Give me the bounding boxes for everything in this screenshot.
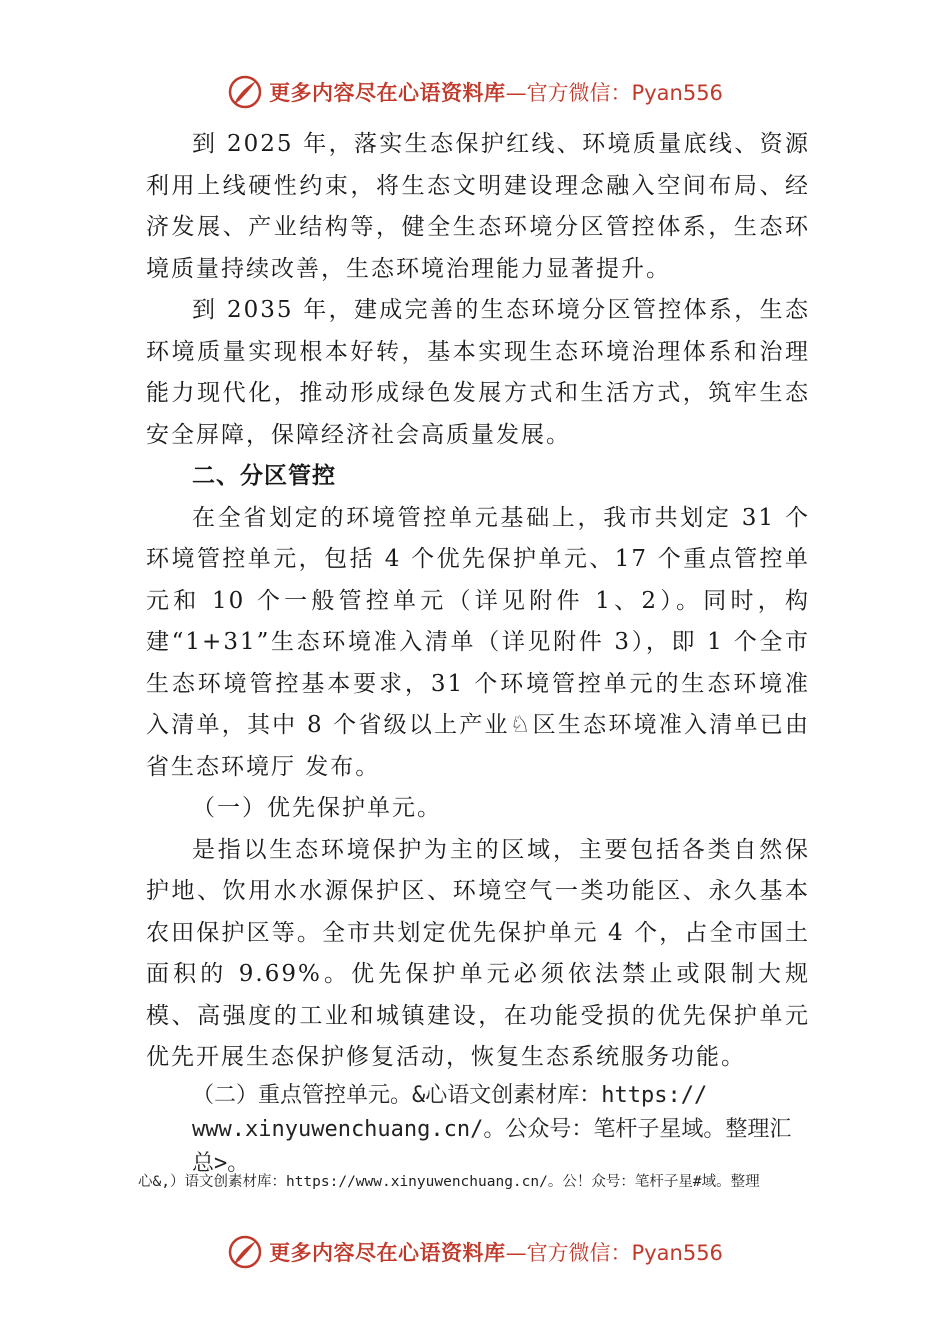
subsection-heading-priority: （一）优先保护单元。 xyxy=(192,795,442,821)
subsection-heading-key-line3: 总>。 xyxy=(192,1150,250,1176)
quill-logo-icon xyxy=(227,74,263,110)
paragraph-units: 在全省划定的环境管控单元基础上，我市共划定 31 个环境管控单元，包括 4 个优先保护单元、17 个重点管控单元和 10 个一般管控单元（详见附件 1、2）。同时，构建“1+31”生态环境准入清单（详见附件 3），即 1 个全市生态环境管控基本要求，31 个环境管控单元的生态环境准入清单，其中 8 个省级以上产业♘区生态环境准入清单已由省生态环境厅 发布。 xyxy=(146,504,810,780)
banner-wechat-text: —官方微信：Pyan556 xyxy=(505,81,723,105)
section-heading: 二、分区管控 xyxy=(192,463,336,489)
paragraph-priority: 是指以生态环境保护为主的区域，主要包括各类自然保护地、饮用水水源保护区、环境空气一类功能区、永久基本农田保护区等。全市共划定优先保护单元 4 个，占全市国土面积的 9.69%。优先保护单元必须依法禁止或限制大规模、高强度的工业和城镇建设，在功能受损的优先保护单元优先开展生态保护修复活动，恢复生态系统服务功能。 xyxy=(146,836,810,1070)
footer-banner xyxy=(0,1232,950,1272)
subsection-heading-key-line1: （二）重点管控单元。&心语文创素材库：https:// xyxy=(192,1082,708,1108)
banner-wechat-text: —官方微信：Pyan556 xyxy=(505,1241,723,1265)
banner-brand-text: 更多内容尽在心语资料库 xyxy=(269,81,506,105)
banner-brand-text: 更多内容尽在心语资料库 xyxy=(269,1241,506,1265)
header-banner xyxy=(0,72,950,112)
footnote-watermark: 心&,）语文创素材库：https://www.xinyuwenchuang.cn/。公！众号：笔杆子星#域。整理 xyxy=(138,1174,760,1190)
document-body xyxy=(146,124,810,1181)
paragraph-2025: 到 2025 年，落实生态保护红线、环境质量底线、资源利用上线硬性约束，将生态文明建设理念融入空间布局、经济发展、产业结构等，健全生态环境分区管控体系，生态环境质量持续改善，生态环境治理能力显著提升。 xyxy=(146,131,810,282)
paragraph-2035: 到 2035 年，建成完善的生态环境分区管控体系，生态环境质量实现根本好转，基本实现生态环境治理体系和治理能力现代化，推动形成绿色发展方式和生活方式，筑牢生态安全屏障，保障经济社会高质量发展。 xyxy=(146,297,810,448)
quill-logo-icon xyxy=(227,1234,263,1270)
subsection-heading-key-line2: www.xinyuwenchuang.cn/。公众号：笔杆子星域。整理汇 xyxy=(192,1116,792,1142)
